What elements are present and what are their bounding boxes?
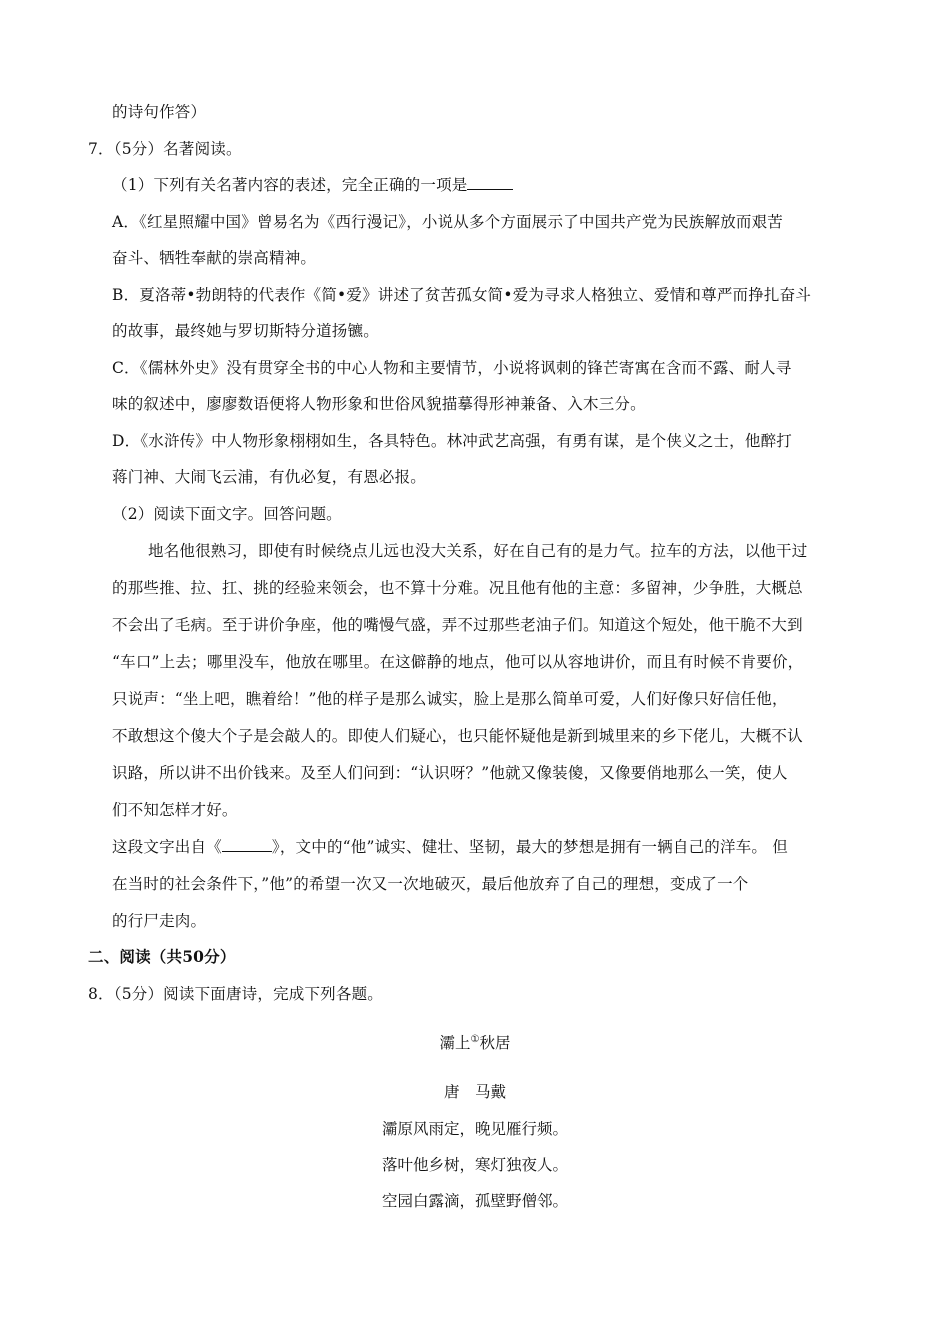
answer-blank-2[interactable]	[222, 836, 272, 852]
passage-line-1: 地名他很熟习，即使有时候绕点儿远也没大关系，好在自己有的是力气。拉车的方法，以他干过	[148, 542, 808, 560]
q8-header: 8．（5分）阅读下面唐诗，完成下列各题。	[88, 985, 383, 1003]
poem-author: 唐 马戴	[443, 1083, 506, 1101]
passage-line-6: 不敢想这个傻大个子是会敲人的。即使人们疑心，也只能怀疑他是新到城里来的乡下佬儿，大概不认	[112, 727, 803, 745]
passage-line-7: 识路，所以讲不出价钱来。及至人们问到：“认识呀？”他就又像装傻，又像要俏地那么一笑，使人	[112, 764, 788, 782]
option-a-line2: 奋斗、牺牲奉献的崇高精神。	[112, 249, 317, 267]
poem-title	[0, 1032, 950, 1054]
poem-line-3: 空园白露滴，孤壁野僧邻。	[381, 1192, 568, 1210]
option-d-line1: D．《水浒传》中人物形象栩栩如生，各具特色。林冲武艺高强，有勇有谋，是个侠义之士，他醉打	[112, 432, 792, 450]
answer-blank-1[interactable]	[467, 174, 513, 190]
passage-line-5: 只说声：“坐上吧，瞧着给！”他的样子是那么诚实，脸上是那么简单可爱，人们好像只好信任他，	[112, 690, 788, 708]
poem-title-pre: 灞上	[439, 1034, 471, 1052]
option-b-line1: B．夏洛蒂•勃朗特的代表作《简•爱》讲述了贫苦孤女简•爱为寻求人格独立、爱情和尊严而挣扎奋斗	[112, 286, 812, 304]
q7-sub2-question-line3: 的行尸走肉。	[112, 912, 207, 930]
q7-sub2-prompt: （2）阅读下面文字。回答问题。	[112, 505, 342, 523]
passage-line-3: 不会出了毛病。至于讲价争座，他的嘴慢气盛，弄不过那些老油子们。知道这个短处，他干脆不大到	[112, 616, 803, 634]
option-b-line2: 的故事，最终她与罗切斯特分道扬镳。	[112, 322, 379, 340]
option-a-line1: A．《红星照耀中国》曾易名为《西行漫记》，小说从多个方面展示了中国共产党为民族解放而艰苦	[112, 213, 783, 231]
q7-sub1-prompt-text: （1）下列有关名著内容的表述，完全正确的一项是	[112, 176, 468, 194]
option-c-line2: 味的叙述中，廖廖数语便将人物形象和世俗风貌描摹得形神兼备、入木三分。	[112, 395, 646, 413]
q7-sub2-question-pre: 这段文字出自《	[112, 838, 222, 856]
option-c-line1: C．《儒林外史》没有贯穿全书的中心人物和主要情节，小说将讽刺的锋芒寄寓在含而不露、耐人寻	[112, 359, 792, 377]
q7-sub1-prompt	[112, 174, 513, 196]
option-d-line2: 蒋门神、大闹飞云浦，有仇必复，有恩必报。	[112, 468, 427, 486]
section-2-title: 二、阅读（共50分）	[88, 947, 236, 966]
poem-title-post: 秋居	[479, 1034, 511, 1052]
q7-sub2-question-line2: 在当时的社会条件下，”他”的希望一次又一次地破灭，最后他放弃了自己的理想，变成了一个	[112, 875, 749, 893]
q7-sub2-question-line1	[112, 836, 788, 858]
poem-line-2: 落叶他乡树，寒灯独夜人。	[381, 1156, 568, 1174]
q6-tail-text: 的诗句作答）	[112, 103, 207, 121]
poem-line-1: 灞原风雨定，晚见雁行频。	[381, 1120, 568, 1138]
q7-header: 7．（5分）名著阅读。	[88, 140, 242, 158]
q7-sub2-question-post: 》，文中的“他”诚实、健壮、坚韧，最大的梦想是拥有一辆自己的洋车。 但	[271, 838, 788, 856]
passage-line-8: 们不知怎样才好。	[112, 801, 238, 819]
passage-line-2: 的那些推、拉、扛、挑的经验来领会，也不算十分难。况且他有他的主意：多留神，少争胜，大概总	[112, 579, 803, 597]
passage-line-4: “车口”上去；哪里没车，他放在哪里。在这僻静的地点，他可以从容地讲价，而且有时候不肯要价，	[112, 653, 804, 671]
footnote-mark: ①	[470, 1033, 480, 1045]
